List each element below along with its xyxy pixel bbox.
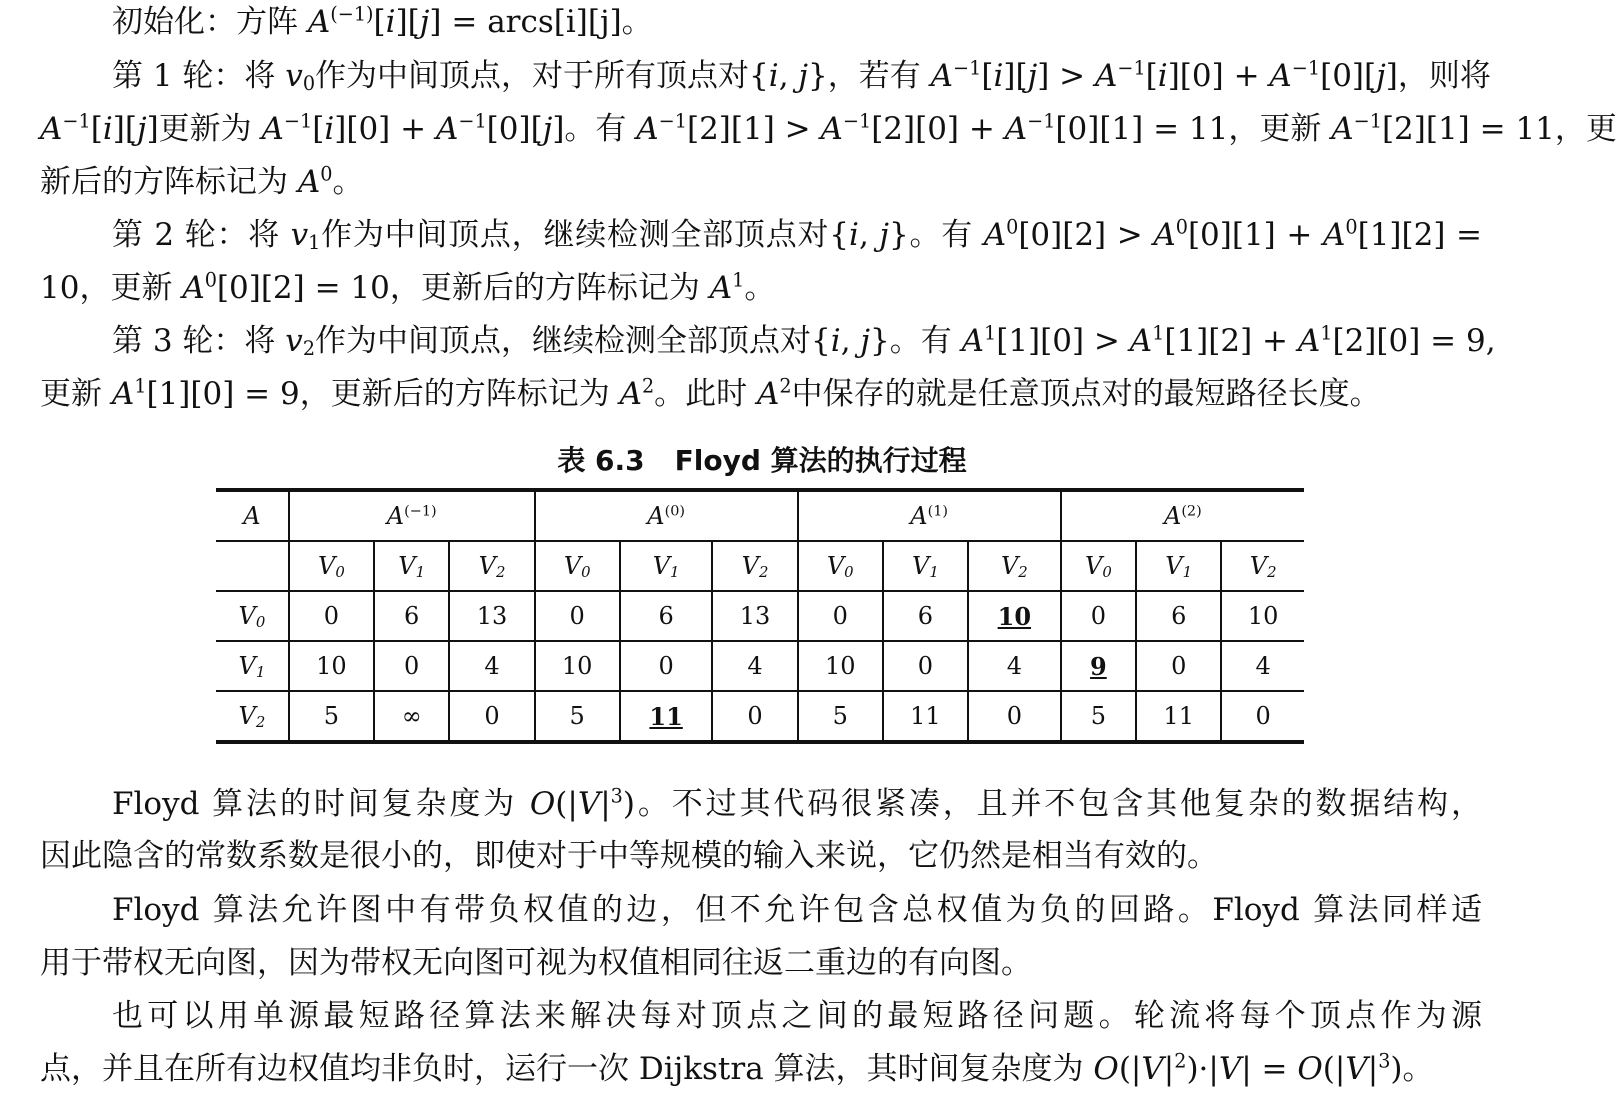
table-cell: 10 — [968, 591, 1061, 641]
table-row — [216, 591, 1304, 641]
table-cell: 11 — [1136, 691, 1221, 742]
column-header-cell — [1136, 541, 1221, 591]
vertex-label: $V_1$ — [398, 552, 426, 581]
column-header-cell — [620, 541, 713, 591]
para2-text: 用于带权无向图，因为带权无向图可视为权值相同往返二重边的有向图。 — [40, 945, 1032, 981]
round2-text: 10，更新 — [40, 270, 173, 306]
row-header-cell — [216, 641, 289, 691]
column-header-cell — [883, 541, 968, 591]
round3-text: 作为中间顶点，继续检测全部顶点对 — [315, 323, 812, 359]
table-cell: 0 — [374, 641, 449, 691]
vertex-label: $V_0$ — [563, 552, 591, 581]
table-cell: 0 — [798, 591, 883, 641]
table-cell: 0 — [968, 691, 1061, 742]
round1-line3: 新后的方阵标记为 $A^0$。 — [40, 162, 364, 200]
vertex-label: $V_0$ — [826, 552, 854, 581]
para1-text: 因此隐含的常数系数是很小的，即使对于中等规模的输入来说，它仍然是相当有效的。 — [40, 838, 1218, 874]
para1-line2 — [40, 838, 1482, 874]
vertex-label: $V_1$ — [912, 552, 939, 581]
round1-label: 第 1 轮：将 — [112, 58, 276, 94]
table-cell: 6 — [883, 591, 968, 641]
table-cell: 5 — [289, 691, 374, 742]
round2-text: 。有 — [908, 217, 974, 253]
round3-line2: 更新 $A^1[1][0] = 9$，更新后的方阵标记为 $A^2$。此时 $A^2$中保存的就是任意顶点对的最短路径长度。 — [40, 374, 1381, 412]
caption-number: 表 6.3 — [557, 444, 645, 477]
vertex-label: $V_2$ — [1249, 552, 1277, 581]
table-cell: 0 — [535, 591, 620, 641]
round3-text: ，更新后的方阵标记为 — [299, 376, 610, 412]
round1-text: 更新为 — [158, 111, 252, 147]
table-cell: 9 — [1061, 641, 1136, 691]
table-cell: 4 — [449, 641, 534, 691]
table-cell: 5 — [798, 691, 883, 742]
corner-cell: A — [216, 490, 289, 541]
vertex-label: $V_1$ — [238, 652, 266, 681]
table-cell: ∞ — [374, 691, 449, 742]
table-cell: 11 — [883, 691, 968, 742]
para2-line1 — [112, 892, 1482, 928]
round1-line2: $A^{-1}[i][j]$更新为 $A^{-1}[i][0] + A^{-1}[0][j]$。有 $A^{-1}[2][1] > A^{-1}[2][0] + A^{-1}[0][1] = 11$，更新 $A^{-1}[2][1] = 11$，更 — [40, 109, 1617, 147]
table-cell: 4 — [968, 641, 1061, 691]
init-line: 初始化：方阵 $A^{(-1)}[i][j]$ = arcs[i][j]。 — [112, 2, 653, 40]
round1-text: 。有 — [564, 111, 627, 147]
matrix-header-1: $A^{(0)}$ — [535, 490, 798, 541]
round2-line1: 第 2 轮：将 $v_1$作为中间顶点，继续检测全部顶点对{i, j}。有 $A^0[0][2] > A^0[0][1] + A^0[1][2]$ = — [112, 215, 1483, 254]
matrix-header-2: $A^{(1)}$ — [798, 490, 1061, 541]
column-header-cell — [535, 541, 620, 591]
round1-text: ，更新 — [1228, 111, 1322, 147]
round1-text: ，则将 — [1397, 58, 1491, 94]
table-caption — [0, 444, 1524, 478]
para1-text: 。不过其代码很紧凑，且并不包含其他复杂的数据结构， — [634, 786, 1482, 822]
column-header-cell — [1061, 541, 1136, 591]
matrix-header-0: $A^{(-1)}$ — [289, 490, 535, 541]
table-cell: 0 — [1136, 641, 1221, 691]
vertex-label: $V_1$ — [1165, 552, 1193, 581]
para1-text: Floyd 算法的时间复杂度为 — [112, 786, 518, 822]
round2-line2: 10，更新 $A^0[0][2] = 10$，更新后的方阵标记为 $A^1$。 — [40, 268, 776, 306]
table-cell: 5 — [1061, 691, 1136, 742]
table-cell: 0 — [883, 641, 968, 691]
init-value: = arcs[i][j]。 — [451, 4, 653, 40]
round2-label: 第 2 轮：将 — [112, 217, 280, 253]
round3-line1: 第 3 轮：将 $v_2$作为中间顶点，继续检测全部顶点对{i, j}。有 $A^1[1][0] > A^1[1][2] + A^1[2][0] = 9$, — [112, 321, 1496, 360]
vertex-label: $V_2$ — [1000, 552, 1028, 581]
table-row — [216, 641, 1304, 691]
para1-line1: Floyd 算法的时间复杂度为 $O(|V|^3)$。不过其代码很紧凑，且并不包含其他复杂的数据结构， — [112, 784, 1482, 822]
round1-text: ，若有 — [827, 58, 921, 94]
table-cell: 13 — [712, 591, 797, 641]
vertex-label: $V_2$ — [478, 552, 506, 581]
column-header-cell — [449, 541, 534, 591]
matrix-header-3: $A^{(2)}$ — [1061, 490, 1304, 541]
table-row — [216, 691, 1304, 742]
column-header-row — [216, 541, 1304, 591]
table-cell: 0 — [1061, 591, 1136, 641]
vertex-label: $V_2$ — [741, 552, 769, 581]
column-header-cell — [712, 541, 797, 591]
para3-line2: 点，并且在所有边权值均非负时，运行一次 Dijkstra 算法，其时间复杂度为 $O(|V|^2)\cdot|V| = O(|V|^3)$。 — [40, 1049, 1434, 1087]
round3-text: 。此时 — [654, 376, 748, 412]
matrix-header-row — [216, 490, 1304, 541]
para3-text: 点，并且在所有边权值均非负时，运行一次 Dijkstra 算法，其时间复杂度为 — [40, 1051, 1084, 1087]
table-cell: 10 — [289, 641, 374, 691]
round2-text: 作为中间顶点，继续检测全部顶点对 — [320, 217, 830, 253]
vertex-label: $V_0$ — [1084, 552, 1112, 581]
column-header-cell — [289, 541, 374, 591]
para2-text: Floyd 算法允许图中有带负权值的边，但不允许包含总权值为负的回路。Floyd 算法同样适 — [112, 892, 1482, 928]
round3-text: 中保存的就是任意顶点对的最短路径长度。 — [791, 376, 1381, 412]
vertex-label: $V_0$ — [317, 552, 345, 581]
table-cell: 10 — [535, 641, 620, 691]
column-header-cell — [374, 541, 449, 591]
table-cell: 13 — [449, 591, 534, 641]
vertex-label: $V_2$ — [238, 702, 266, 731]
vertex-label: $V_0$ — [238, 602, 266, 631]
table-cell: 0 — [449, 691, 534, 742]
table-cell: 10 — [798, 641, 883, 691]
table-cell: 0 — [1221, 691, 1304, 742]
table-cell: 0 — [620, 641, 713, 691]
para3-line1 — [112, 998, 1482, 1034]
column-header-cell — [968, 541, 1061, 591]
table-cell: 0 — [289, 591, 374, 641]
row-header-cell — [216, 691, 289, 742]
init-label: 初始化：方阵 — [112, 4, 298, 40]
round3-text: 更新 — [40, 376, 102, 412]
round2-text: ，更新后的方阵标记为 — [389, 270, 700, 306]
table-cell: 10 — [1221, 591, 1304, 641]
round1-line1: 第 1 轮：将 $v_0$作为中间顶点，对于所有顶点对{i, j}，若有 $A^{-1}[i][j] > A^{-1}[i][0] + A^{-1}[0][j]$，则将 — [112, 56, 1491, 95]
round3-text: 。有 — [889, 323, 952, 359]
para3-text: 也可以用单源最短路径算法来解决每对顶点之间的最短路径问题。轮流将每个顶点作为源 — [112, 998, 1482, 1034]
round3-label: 第 3 轮：将 — [112, 323, 276, 359]
row-header-cell — [216, 591, 289, 641]
caption-title: Floyd 算法的执行过程 — [674, 444, 967, 477]
table-cell: 6 — [620, 591, 713, 641]
floyd-table — [216, 488, 1304, 744]
empty-corner-cell — [216, 541, 289, 591]
table-cell: 5 — [535, 691, 620, 742]
para2-line2 — [40, 945, 1482, 981]
column-header-cell — [798, 541, 883, 591]
table-cell: 11 — [620, 691, 713, 742]
table-cell: 6 — [374, 591, 449, 641]
round1-text: 新后的方阵标记为 — [40, 164, 288, 200]
table-cell: 6 — [1136, 591, 1221, 641]
table-cell: 4 — [712, 641, 797, 691]
round1-text: ，更 — [1554, 111, 1617, 147]
table-cell: 4 — [1221, 641, 1304, 691]
vertex-label: $V_1$ — [652, 552, 680, 581]
table-cell: 0 — [712, 691, 797, 742]
column-header-cell — [1221, 541, 1304, 591]
round1-text: 作为中间顶点，对于所有顶点对 — [315, 58, 750, 94]
